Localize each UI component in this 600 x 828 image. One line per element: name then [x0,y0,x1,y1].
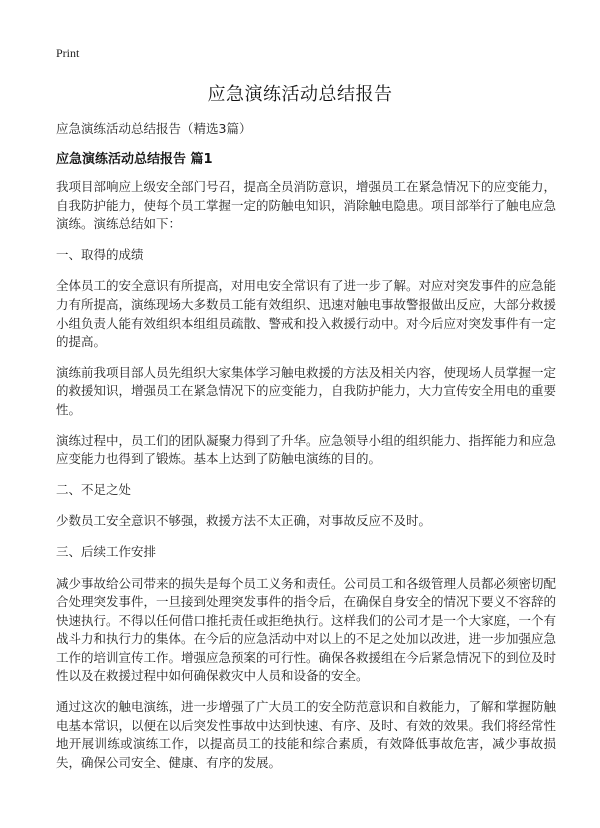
document-subtitle: 应急演练活动总结报告（精选3篇） [56,121,252,136]
page-title: 应急演练活动总结报告 [207,84,393,105]
print-link[interactable]: Print [56,46,80,60]
achievements-paragraph: 全体员工的安全意识有所提高，对用电安全常识有了进一步了解。对应对突发事件的应急能力有所提高，演练现场大多数员工能有效组织、迅速对触电事故警报做出反应，大部分救援小组负责人能有效组织本组组员疏散、警戒和投入救援行动中。对今后应对突发事件有一定的提高。 [56,278,557,350]
follow-up-paragraph: 减少事故给公司带来的损失是每个员工义务和责任。公司员工和各级管理人员都必须密切配合处理突发事件，一旦接到处理突发事件的指令后，在确保自身安全的情况下要义不容辞的快速执行。不得以任何借口推托责任或拒绝执行。这样我们的公司才是一个大家庭，一个有战斗力和执行力的集体。在今后的应急活动中对以上的不足之处加以改进，进一步加强应急工作的培训宣传工作。增强应急预案的可行性。确保各救援组在今后紧急情况下的到位及时性以及在救援过程中如何确保救灾中人员和设备的安全。 [56,575,557,684]
section-heading: 应急演练活动总结报告 篇1 [56,152,213,167]
intro-paragraph: 我项目部响应上级安全部门号召，提高全员消防意识，增强员工在紧急情况下的应变能力，自我防护能力，使每个员工掌握一定的防触电知识，消除触电隐患。项目部举行了触电应急演练。演练总结如下： [56,179,557,232]
during-drill-paragraph: 演练过程中，员工们的团队凝聚力得到了升华。应急领导小组的组织能力、指挥能力和应急应变能力也得到了锻炼。基本上达到了防触电演练的目的。 [56,432,557,467]
shortcomings-heading: 二、不足之处 [56,481,132,497]
follow-up-heading: 三、后续工作安排 [56,543,157,559]
document-body [56,120,556,784]
shortcomings-paragraph: 少数员工安全意识不够强，救援方法不太正确，对事故反应不及时。 [56,513,432,529]
pre-drill-paragraph: 演练前我项目部人员先组织大家集体学习触电救援的方法及相关内容，使现场人员掌握一定的救援知识，增强员工在紧急情况下的应变能力，自我防护能力，大力宣传安全用电的重要性。 [56,364,557,417]
conclusion-paragraph: 通过这次的触电演练，进一步增强了广大员工的安全防范意识和自救能力，了解和掌握防触电基本常识，以便在以后突发性事故中达到快速、有序、及时、有效的效果。我们将经常性地开展训练或演练工作，以提高员工的技能和综合素质，有效降低事故危害，减少事故损失，确保公司安全、健康、有序的发展。 [56,699,557,770]
achievements-heading: 一、取得的成绩 [56,246,144,262]
